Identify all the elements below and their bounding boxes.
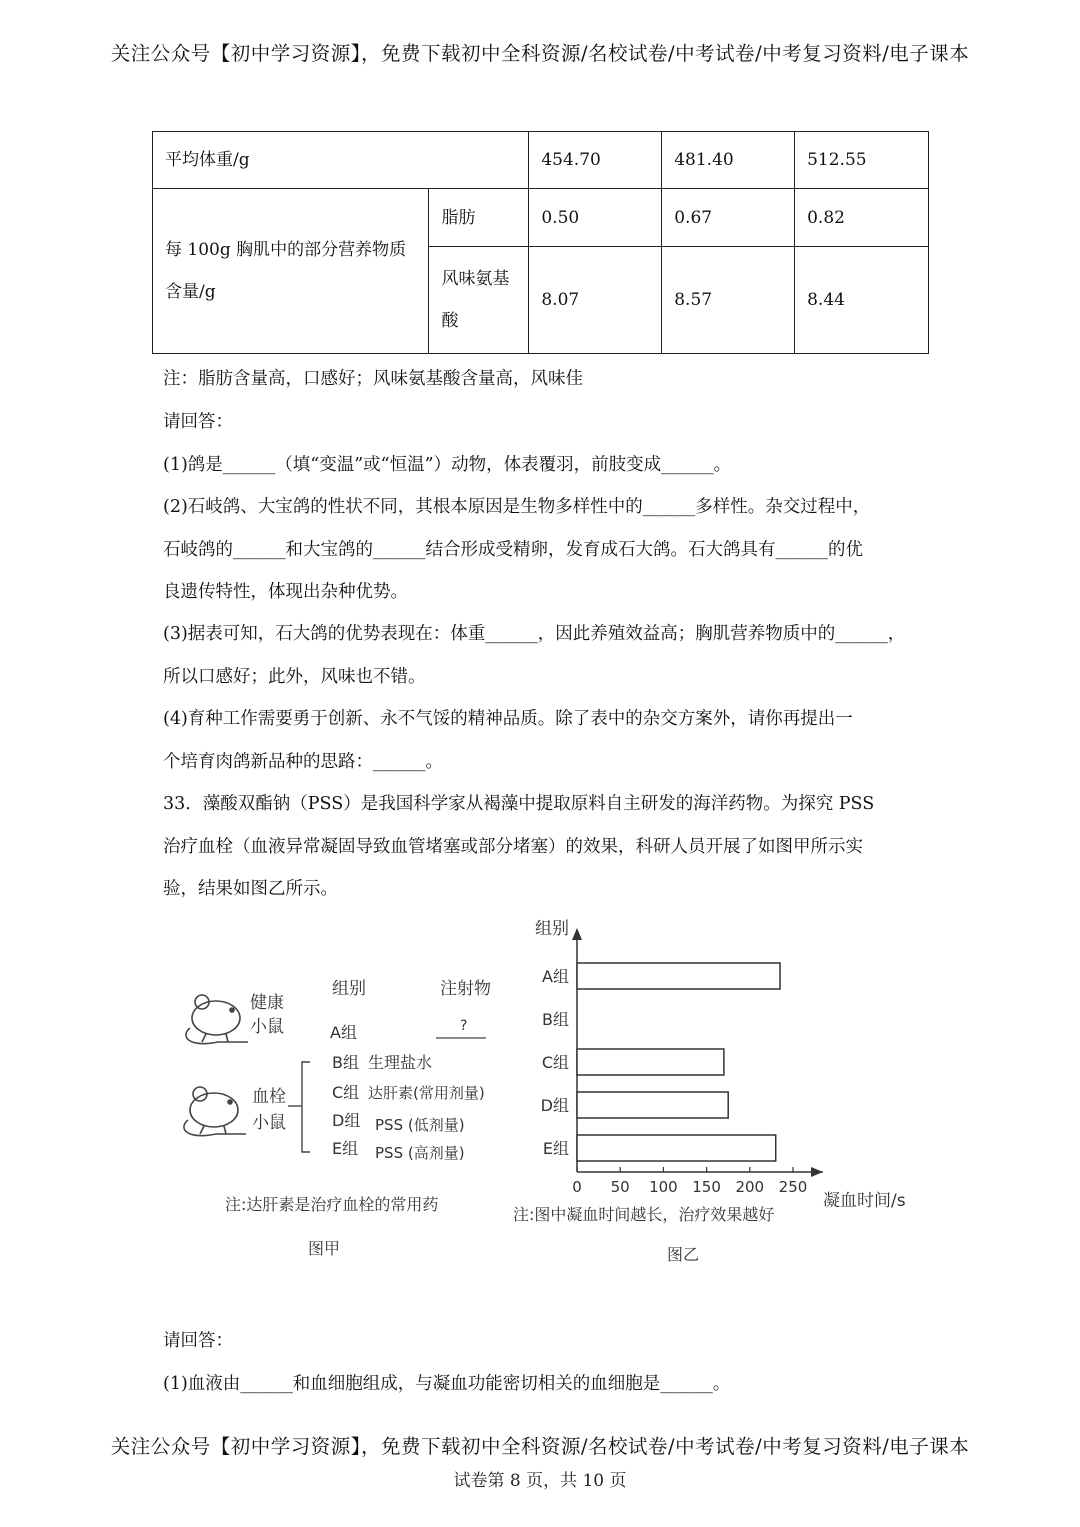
question-2-line2: 石岐鸽的______和大宝鸽的______结合形成受精卵，发育成石大鸽。石大鸽具有______的优: [163, 540, 863, 560]
table-cell: 8.44: [795, 247, 929, 354]
table-cell: 0.82: [795, 189, 929, 247]
x-tick-label: 200: [735, 1178, 765, 1196]
nutrient-label-line1: 每 100g 胸肌中的部分营养物质: [165, 240, 407, 260]
prompt-answer-2: 请回答：: [163, 1331, 233, 1351]
figure-a: [170, 960, 520, 1260]
bar: [577, 1092, 728, 1118]
injection-a: ?: [460, 1018, 468, 1034]
table-cell: 512.55: [795, 132, 929, 189]
table-cell-amino-label: [429, 247, 529, 354]
table-cell: 0.67: [662, 189, 795, 247]
question-3-line2: 所以口感好；此外，风味也不错。: [163, 667, 426, 687]
injection-c: 达肝素(常用剂量): [368, 1084, 485, 1102]
nutrition-table: [152, 131, 929, 354]
table-cell: 454.70: [529, 132, 662, 189]
table-cell-weight-label: 平均体重/g: [153, 132, 529, 189]
x-tick-label: 250: [778, 1178, 808, 1196]
question-2-line3: 良遗传特性，体现出杂种优势。: [163, 582, 408, 602]
thrombus-mouse-label-2: 小鼠: [252, 1113, 286, 1133]
group-label-d: D组: [332, 1111, 361, 1130]
amino-label-line2: 酸: [441, 311, 459, 331]
x-tick-label: 0: [572, 1178, 582, 1196]
x-tick-label: 50: [610, 1178, 630, 1196]
y-category-label: C组: [541, 1053, 569, 1072]
thrombus-mouse-label-1: 血栓: [252, 1087, 286, 1107]
figure-a-caption: 图甲: [308, 1239, 341, 1258]
question-2-line1: (2)石岐鸽、大宝鸽的性状不同，其根本原因是生物多样性中的______多样性。杂交过程中，: [163, 497, 871, 517]
figure-b-chart: [505, 910, 925, 1265]
injection-b: 生理盐水: [368, 1053, 433, 1072]
question-4-line2: 个培育肉鸽新品种的思路：______。: [163, 752, 443, 772]
group-label-e: E组: [332, 1139, 359, 1158]
x-axis-arrow: [811, 1167, 823, 1177]
healthy-mouse-label-2: 小鼠: [250, 1017, 284, 1037]
footer-banner: 关注公众号【初中学习资源】，免费下载初中全科资源/名校试卷/中考试卷/中考复习资料/电子课本: [110, 1435, 970, 1458]
question-1: (1)鸽是______（填“变温”或“恒温”）动物，体表覆羽，前肢变成______。: [163, 455, 732, 475]
y-category-label: D组: [540, 1096, 569, 1115]
figure-a-note: 注:达肝素是治疗血栓的常用药: [225, 1195, 439, 1214]
group-label-b: B组: [332, 1053, 359, 1072]
question-33-1: (1)血液由______和血细胞组成，与凝血功能密切相关的血细胞是______。: [163, 1374, 731, 1394]
y-category-label: B组: [542, 1010, 569, 1029]
injection-d: PSS (低剂量): [375, 1116, 465, 1134]
bar: [577, 1135, 776, 1161]
y-axis-label: 组别: [535, 919, 569, 939]
x-tick-label: 150: [692, 1178, 721, 1196]
header-banner: 关注公众号【初中学习资源】，免费下载初中全科资源/名校试卷/中考试卷/中考复习资料/电子课本: [110, 42, 970, 65]
page-number: 试卷第 8 页，共 10 页: [453, 1471, 627, 1491]
healthy-mouse-label-1: 健康: [250, 993, 284, 1013]
question-33-line2: 治疗血栓（血液异常凝固导致血管堵塞或部分堵塞）的效果，科研人员开展了如图甲所示实: [163, 837, 863, 857]
y-axis-arrow: [572, 928, 582, 940]
question-4-line1: (4)育种工作需要勇于创新、永不气馁的精神品质。除了表中的杂交方案外，请你再提出一: [163, 709, 853, 729]
thrombus-mouse-icon: [184, 1087, 246, 1136]
table-cell-nutrient-label: [153, 189, 429, 354]
col-injection-header: 注射物: [440, 979, 491, 999]
table-note: 注：脂肪含量高，口感好；风味氨基酸含量高，风味佳: [163, 369, 583, 389]
y-category-label: A组: [542, 967, 569, 986]
col-group-header: 组别: [332, 979, 366, 999]
group-label-c: C组: [332, 1083, 360, 1102]
table-cell: 481.40: [662, 132, 795, 189]
bar: [577, 963, 780, 989]
table-cell: 0.50: [529, 189, 662, 247]
group-label-a: A组: [330, 1023, 357, 1042]
table-cell-fat-label: 脂肪: [429, 189, 529, 247]
healthy-mouse-icon: [186, 995, 248, 1044]
injection-e: PSS (高剂量): [375, 1144, 465, 1162]
question-33-line1: 33．藻酸双酯钠（PSS）是我国科学家从褐藻中提取原料自主研发的海洋药物。为探究 PSS: [163, 794, 875, 814]
x-axis-label: 凝血时间/s: [823, 1191, 906, 1211]
question-33-line3: 验，结果如图乙所示。: [163, 879, 338, 899]
x-tick-label: 100: [649, 1178, 678, 1196]
question-3-line1: (3)据表可知，石大鸽的优势表现在：体重______，因此养殖效益高；胸肌营养物质中的______，: [163, 624, 906, 644]
amino-label-line1: 风味氨基: [441, 269, 510, 289]
prompt-answer: 请回答：: [163, 412, 233, 432]
table-row: [153, 132, 929, 189]
y-category-label: E组: [542, 1139, 569, 1158]
nutrient-label-line2: 含量/g: [165, 282, 216, 302]
bar: [577, 1049, 724, 1075]
figure-b-note: 注:图中凝血时间越长，治疗效果越好: [513, 1205, 775, 1224]
table-row: [153, 189, 929, 247]
figure-b-caption: 图乙: [667, 1245, 700, 1264]
group-bracket: [302, 1062, 310, 1152]
table-cell: 8.07: [529, 247, 662, 354]
table-cell: 8.57: [662, 247, 795, 354]
